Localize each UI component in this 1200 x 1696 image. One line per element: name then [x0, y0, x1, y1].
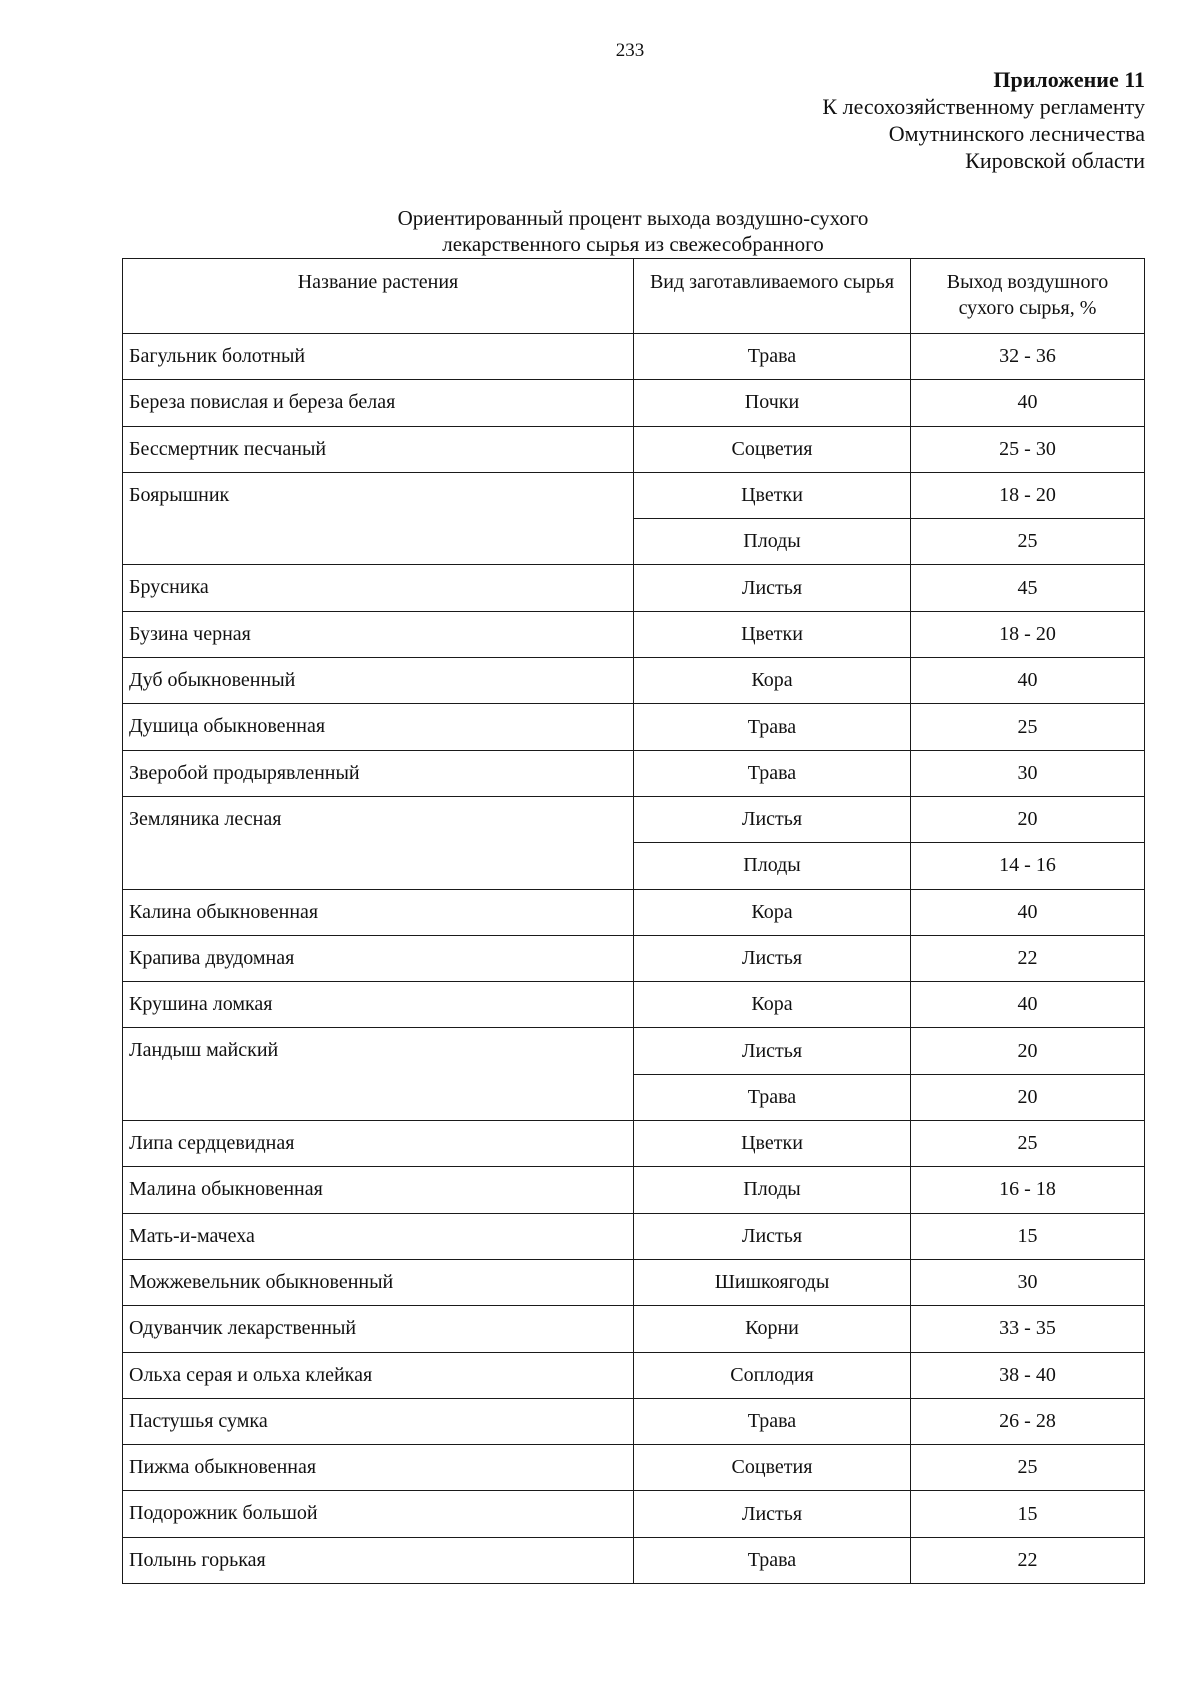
dry-yield-cell: 20	[911, 796, 1145, 842]
document-title-line: Ориентированный процент выхода воздушно-сухого	[397, 206, 869, 230]
plant-name-cell: Бессмертник песчаный	[123, 426, 634, 472]
raw-material-type-cell: Цветки	[634, 1121, 911, 1167]
appendix-title: Приложение 11	[993, 67, 1145, 92]
raw-material-type-cell: Листья	[634, 796, 911, 842]
raw-material-type-cell: Цветки	[634, 611, 911, 657]
raw-material-type-cell: Кора	[634, 982, 911, 1028]
dry-yield-cell: 15	[911, 1491, 1145, 1537]
table-row	[123, 982, 1145, 1028]
table-body	[123, 334, 1145, 1584]
page-number: 233	[615, 40, 645, 61]
raw-material-type-cell: Листья	[634, 935, 911, 981]
herb-yield-table	[122, 258, 1145, 1584]
table-row	[123, 704, 1145, 750]
plant-name-cell: Брусника	[123, 565, 634, 611]
table-row	[123, 334, 1145, 380]
raw-material-type-cell: Соцветия	[634, 1445, 911, 1491]
appendix-line: Омутнинского лесничества	[888, 121, 1145, 146]
raw-material-type-cell: Трава	[634, 1398, 911, 1444]
dry-yield-cell: 32 - 36	[911, 334, 1145, 380]
raw-material-type-cell: Трава	[634, 334, 911, 380]
dry-yield-cell: 33 - 35	[911, 1306, 1145, 1352]
dry-yield-cell: 30	[911, 1259, 1145, 1305]
raw-material-type-cell: Трава	[634, 1074, 911, 1120]
dry-yield-cell: 40	[911, 658, 1145, 704]
raw-material-type-cell: Плоды	[634, 843, 911, 889]
raw-material-type-cell: Листья	[634, 1213, 911, 1259]
dry-yield-cell: 20	[911, 1074, 1145, 1120]
table-row	[123, 1537, 1145, 1583]
table-row	[123, 380, 1145, 426]
dry-yield-cell: 38 - 40	[911, 1352, 1145, 1398]
dry-yield-cell: 25	[911, 1445, 1145, 1491]
plant-name-cell: Боярышник	[123, 472, 634, 565]
plant-name-cell: Земляника лесная	[123, 796, 634, 889]
raw-material-type-cell: Кора	[634, 658, 911, 704]
raw-material-type-cell: Корни	[634, 1306, 911, 1352]
table-row	[123, 796, 1145, 842]
plant-name-cell: Калина обыкновенная	[123, 889, 634, 935]
table-row	[123, 658, 1145, 704]
plant-name-cell: Подорожник большой	[123, 1491, 634, 1537]
plant-name-cell: Можжевельник обыкновенный	[123, 1259, 634, 1305]
plant-name-cell: Одуванчик лекарственный	[123, 1306, 634, 1352]
plant-name-cell: Пижма обыкновенная	[123, 1445, 634, 1491]
table-row	[123, 426, 1145, 472]
table-row	[123, 1445, 1145, 1491]
dry-yield-cell: 40	[911, 982, 1145, 1028]
raw-material-type-cell: Трава	[634, 1537, 911, 1583]
dry-yield-cell: 25	[911, 704, 1145, 750]
table-row	[123, 935, 1145, 981]
table-row	[123, 889, 1145, 935]
dry-yield-cell: 25	[911, 1121, 1145, 1167]
dry-yield-cell: 45	[911, 565, 1145, 611]
plant-name-cell: Дуб обыкновенный	[123, 658, 634, 704]
dry-yield-cell: 16 - 18	[911, 1167, 1145, 1213]
raw-material-type-cell: Листья	[634, 565, 911, 611]
dry-yield-cell: 26 - 28	[911, 1398, 1145, 1444]
plant-name-cell: Береза повислая и береза белая	[123, 380, 634, 426]
raw-material-type-cell: Почки	[634, 380, 911, 426]
table-row	[123, 1121, 1145, 1167]
plant-name-cell: Крапива двудомная	[123, 935, 634, 981]
dry-yield-cell: 25	[911, 519, 1145, 565]
table-row	[123, 611, 1145, 657]
plant-name-cell: Бузина черная	[123, 611, 634, 657]
table-row	[123, 565, 1145, 611]
raw-material-type-cell: Листья	[634, 1028, 911, 1074]
plant-name-cell: Зверобой продырявленный	[123, 750, 634, 796]
dry-yield-cell: 20	[911, 1028, 1145, 1074]
table-row	[123, 1491, 1145, 1537]
raw-material-type-cell: Цветки	[634, 472, 911, 518]
plant-name-cell: Мать-и-мачеха	[123, 1213, 634, 1259]
plant-name-cell: Малина обыкновенная	[123, 1167, 634, 1213]
raw-material-type-cell: Плоды	[634, 519, 911, 565]
plant-name-cell: Багульник болотный	[123, 334, 634, 380]
raw-material-type-cell: Трава	[634, 750, 911, 796]
dry-yield-cell: 40	[911, 889, 1145, 935]
document-title-line: лекарственного сырья из свежесобранного	[442, 232, 824, 256]
dry-yield-cell: 14 - 16	[911, 843, 1145, 889]
dry-yield-cell: 18 - 20	[911, 611, 1145, 657]
dry-yield-cell: 22	[911, 935, 1145, 981]
dry-yield-cell: 30	[911, 750, 1145, 796]
appendix-line: Кировской области	[965, 148, 1145, 173]
plant-name-cell: Душица обыкновенная	[123, 704, 634, 750]
document-title	[122, 205, 1144, 257]
plant-name-cell: Ольха серая и ольха клейкая	[123, 1352, 634, 1398]
raw-material-type-cell: Листья	[634, 1491, 911, 1537]
raw-material-type-cell: Кора	[634, 889, 911, 935]
table-row	[123, 750, 1145, 796]
table-row	[123, 472, 1145, 518]
header-raw-material-type: Вид заготавливаемого сырья	[634, 259, 911, 334]
plant-name-cell: Липа сердцевидная	[123, 1121, 634, 1167]
table-row	[123, 1306, 1145, 1352]
table-row	[123, 1028, 1145, 1074]
table-row	[123, 1213, 1145, 1259]
table-header-row	[123, 259, 1145, 334]
appendix-header	[822, 66, 1145, 174]
plant-name-cell: Крушина ломкая	[123, 982, 634, 1028]
dry-yield-cell: 25 - 30	[911, 426, 1145, 472]
header-dry-yield: Выход воздушного сухого сырья, %	[911, 259, 1145, 334]
plant-name-cell: Ландыш майский	[123, 1028, 634, 1121]
plant-name-cell: Полынь горькая	[123, 1537, 634, 1583]
appendix-line: К лесохозяйственному регламенту	[822, 94, 1145, 119]
header-plant-name: Название растения	[123, 259, 634, 334]
dry-yield-cell: 15	[911, 1213, 1145, 1259]
table-row	[123, 1398, 1145, 1444]
table-row	[123, 1352, 1145, 1398]
plant-name-cell: Пастушья сумка	[123, 1398, 634, 1444]
raw-material-type-cell: Плоды	[634, 1167, 911, 1213]
dry-yield-cell: 22	[911, 1537, 1145, 1583]
dry-yield-cell: 18 - 20	[911, 472, 1145, 518]
raw-material-type-cell: Соплодия	[634, 1352, 911, 1398]
raw-material-type-cell: Трава	[634, 704, 911, 750]
raw-material-type-cell: Шишкоягоды	[634, 1259, 911, 1305]
raw-material-type-cell: Соцветия	[634, 426, 911, 472]
table-row	[123, 1167, 1145, 1213]
table-row	[123, 1259, 1145, 1305]
dry-yield-cell: 40	[911, 380, 1145, 426]
